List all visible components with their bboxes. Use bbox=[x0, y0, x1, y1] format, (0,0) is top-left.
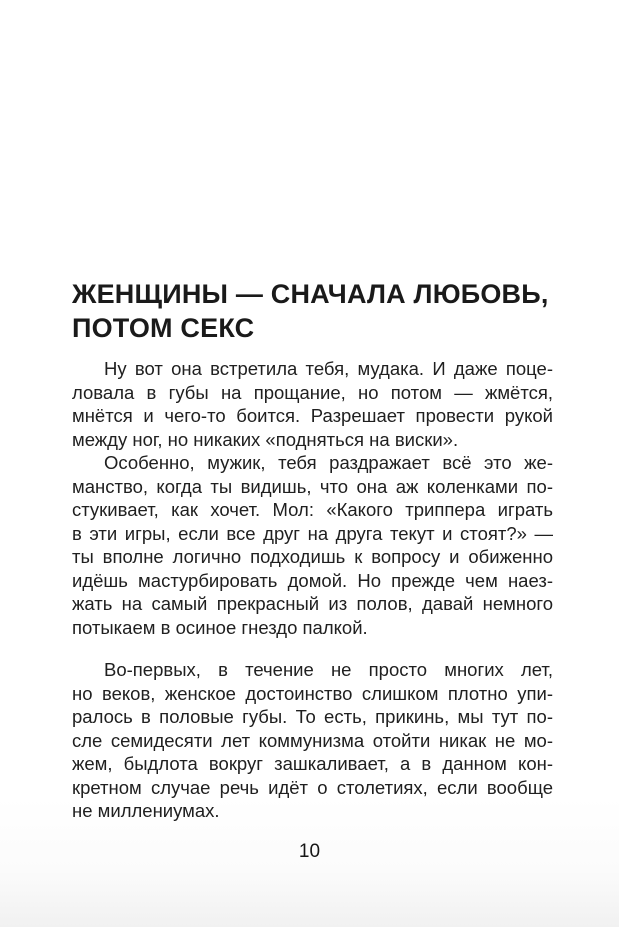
text-line: Во-первых, в течение не просто многих лет, bbox=[104, 659, 553, 680]
text-line: манство, когда ты видишь, что она аж коленками по- bbox=[72, 475, 553, 497]
text-line: ралось в половые губы. То есть, прикинь, мы тут по- bbox=[72, 706, 553, 727]
paragraph bbox=[72, 357, 553, 451]
text-line: жать на самый прекрасный из полов, давай немного bbox=[72, 593, 553, 614]
paragraph bbox=[72, 451, 553, 639]
text-line: ловала в губы на прощание, но потом — жмётся, bbox=[72, 381, 553, 403]
chapter-title bbox=[72, 277, 562, 345]
text-line: ты вполне логично подходишь к вопросу и обиженно bbox=[72, 546, 553, 567]
text-line: стукивает, как хочет. Мол: «Какого триппера играть bbox=[72, 499, 553, 520]
text-line: жем, быдлота вокруг зашкаливает, а в данном кон- bbox=[72, 753, 553, 774]
text-line: мнётся и чего-то боится. Разрешает провести рукой bbox=[72, 405, 553, 426]
chapter-title-line: ПОТОМ СЕКС bbox=[72, 313, 255, 343]
chapter-title-line: ЖЕНЩИНЫ — СНАЧАЛА ЛЮБОВЬ, bbox=[72, 279, 549, 309]
text-line: не миллениумах. bbox=[72, 800, 220, 821]
text-line: Ну вот она встретила тебя, мудака. И даже поце- bbox=[104, 358, 553, 379]
text-line: кретном случае речь идёт о столетиях, если вообще bbox=[72, 776, 553, 798]
body-text bbox=[72, 357, 553, 823]
text-line: идёшь мастурбировать домой. Но прежде чем наез- bbox=[72, 569, 553, 591]
text-line: между ног, но никаких «подняться на виски». bbox=[72, 428, 459, 450]
text-line: но веков, женское достоинство слишком плотно упи- bbox=[72, 682, 553, 704]
text-line: в эти игры, если все друг на друга текут и стоят?» — bbox=[72, 522, 553, 544]
text-line: потыкаем в осиное гнездо палкой. bbox=[72, 616, 368, 638]
paragraph bbox=[72, 658, 553, 823]
text-line: сле семидесяти лет коммунизма отойти никак не мо- bbox=[72, 729, 553, 751]
page-number: 10 bbox=[298, 841, 321, 862]
text-line: Особенно, мужик, тебя раздражает всё это же- bbox=[104, 452, 553, 473]
